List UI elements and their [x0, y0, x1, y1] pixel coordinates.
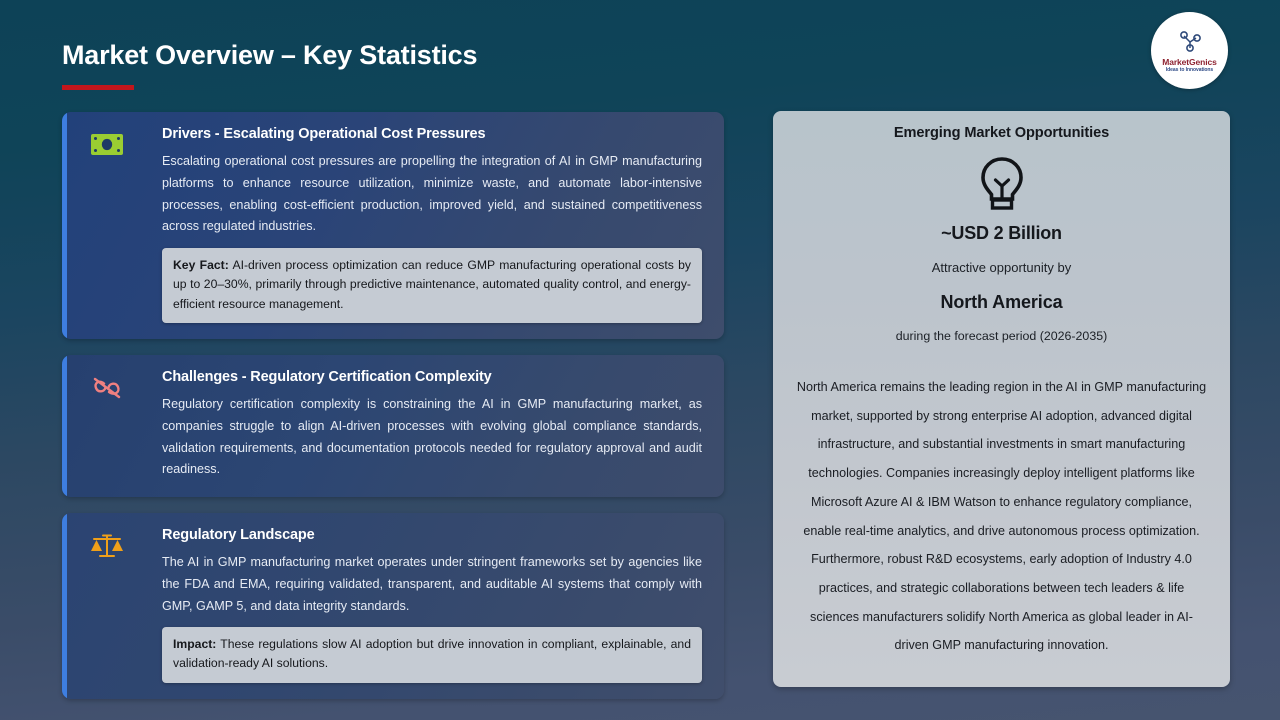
- page-title: Market Overview – Key Statistics: [62, 40, 478, 70]
- card-description: Escalating operational cost pressures are propelling the integration of AI in GMP manufacturing platforms to enhance resource utilization, minimize waste, and automate labor-intensive processes, enabling cost-efficient production, improved yield, and sustained competitiveness across regulated industries.: [162, 154, 702, 234]
- insight-cards-column: [62, 112, 724, 715]
- card-title: Challenges - Regulatory Certification Complexity: [162, 368, 492, 385]
- card-accent-bar: [62, 513, 67, 699]
- opportunity-region: North America: [940, 292, 1063, 312]
- slide-header: [0, 0, 1280, 104]
- region-description: North America remains the leading region in the AI in GMP manufacturing market, supported by strong enterprise AI adoption, advanced digital infrastructure, and substantial investments in smart manufacturing technologies. Companies increasingly deploy intelligent platforms like Microsoft Azure AI & IBM Watson to enhance regulatory compliance, enable real-time analytics, and drive autonomous process optimization. Furthermore, robust R&D ecosystems, early adoption of Industry 4.0 practices, and strategic collaborations between tech leaders & life sciences manufacturers solidify North America as global leader in AI-driven GMP manufacturing innovation.: [796, 380, 1207, 653]
- card-regulatory-landscape[interactable]: [62, 513, 724, 699]
- emerging-opportunities-panel[interactable]: [773, 111, 1230, 687]
- opportunity-value: ~USD 2 Billion: [941, 223, 1062, 243]
- highlight-label: Impact:: [173, 637, 217, 652]
- highlight-label: Key Fact:: [173, 258, 229, 273]
- card-title: Drivers - Escalating Operational Cost Pressures: [162, 126, 486, 142]
- company-logo[interactable]: [1151, 12, 1228, 89]
- money-banknote-icon: [88, 127, 126, 163]
- scales-of-justice-icon: [88, 528, 126, 564]
- card-accent-bar: [62, 112, 67, 339]
- card-title: Regulatory Landscape: [162, 526, 315, 543]
- highlight-body: These regulations slow AI adoption but drive innovation in compliant, explainable, and validation-ready AI solutions.: [173, 637, 691, 671]
- forecast-period: during the forecast period (2026-2035): [895, 329, 1108, 343]
- logo-tagline: Ideas to Innovations: [1165, 67, 1214, 73]
- logo-company-name: MarketGenics: [1162, 57, 1217, 67]
- card-highlight-box: [162, 248, 702, 323]
- panel-title: Emerging Market Opportunities: [893, 125, 1110, 141]
- title-underline-accent: [62, 85, 134, 90]
- card-highlight-box: [162, 627, 702, 683]
- card-description: The AI in GMP manufacturing market operates under stringent frameworks set by agencies like the FDA and EMA, requiring validated, transparent, and auditable AI systems that comply with GMP, GAMP 5, and data integrity standards.: [162, 555, 702, 613]
- card-description: Regulatory certification complexity is constraining the AI in GMP manufacturing market, as companies struggle to align AI-driven processes with evolving global compliance standards, validation requirements, and documentation protocols needed for regulatory approval and audit readiness.: [162, 397, 702, 477]
- card-challenges[interactable]: [62, 355, 724, 497]
- node-graph-icon: [1177, 28, 1203, 57]
- card-drivers[interactable]: [62, 112, 724, 339]
- lightbulb-icon: [789, 155, 1214, 213]
- highlight-body: AI-driven process optimization can reduce GMP manufacturing operational costs by up to 20–30%, primarily through predictive maintenance, automated quality control, and energy-efficient resource management.: [173, 258, 691, 311]
- card-accent-bar: [62, 355, 67, 497]
- opportunity-subtitle: Attractive opportunity by: [931, 260, 1072, 275]
- broken-link-icon: [88, 370, 126, 406]
